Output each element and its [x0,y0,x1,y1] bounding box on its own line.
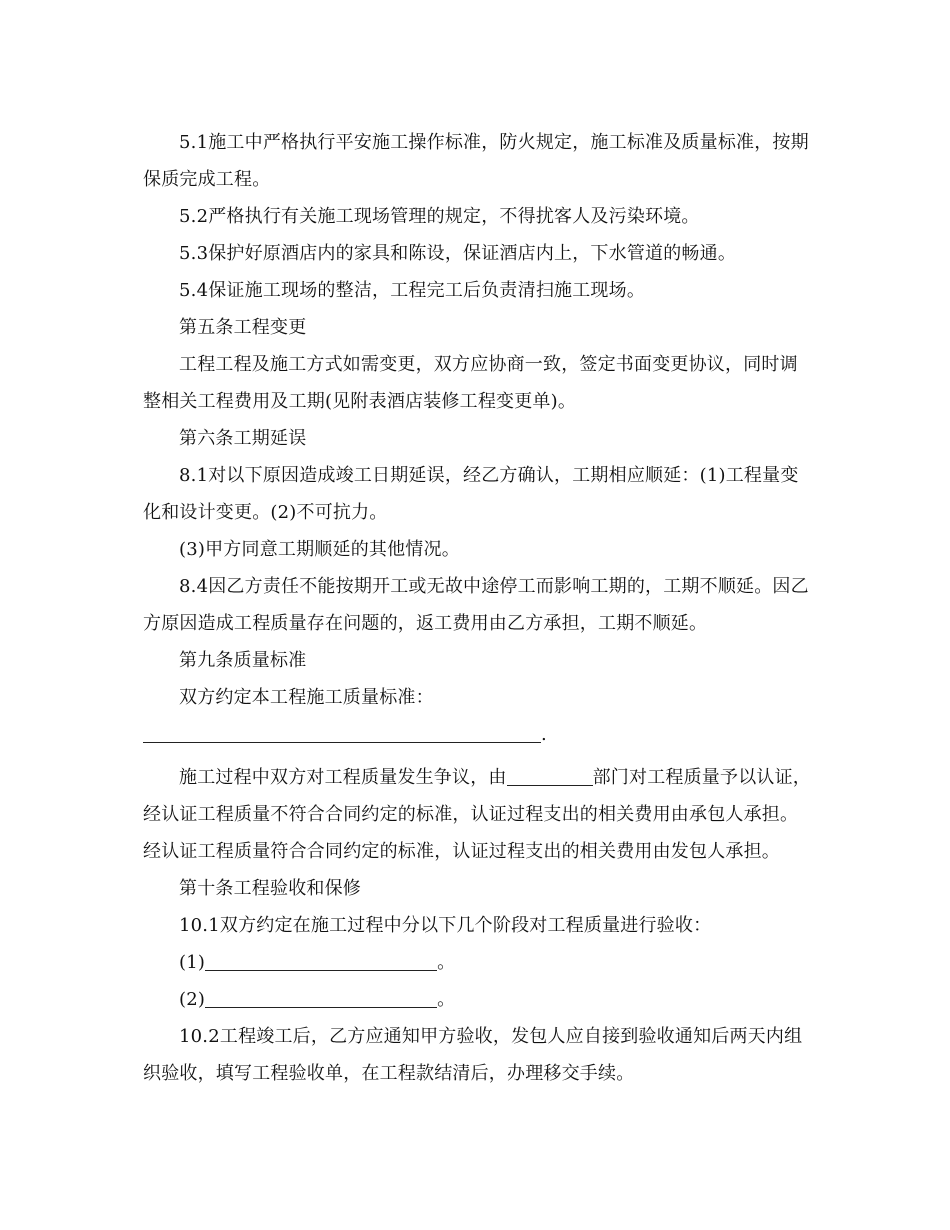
stage-1-label: (1) [179,952,206,973]
stage-1-blank [205,952,437,971]
stage-2-label: (2) [179,989,206,1010]
clause-5-4: 5.4保证施工现场的整洁，工程完工后负责清扫施工现场。 [179,280,646,301]
quality-standard-blank-end: . [541,724,547,745]
quality-dispute-clause [143,759,813,870]
acceptance-stage-1 [143,944,813,981]
quality-standard-intro: 双方约定本工程施工质量标准： [179,687,434,708]
heading-article-5: 第五条工程变更 [179,317,307,338]
clause-8-4: 8.4因乙方责任不能按期开工或无故中途停工而影响工期的，工期不顺延。因乙方原因造成工程质量存在问题的，返工费用由乙方承担，工期不顺延。 [143,576,809,634]
document-page [143,124,813,1092]
stage-1-end: 。 [437,952,456,973]
quality-standard-blank-line [143,716,813,753]
quality-dispute-post: 部门对工程质量予以认证，经认证工程质量不符合合同约定的标准，认证过程支出的相关费用由承包人承担。经认证工程质量符合合同约定的标准，认证过程支出的相关费用由发包人承担。 [143,767,812,862]
stage-2-blank [205,989,437,1008]
clause-10-2: 10.2工程竣工后，乙方应通知甲方验收，发包人应自接到验收通知后两天内组织验收，填写工程验收单，在工程款结清后，办理移交手续。 [143,1026,803,1084]
clause-5-3: 5.3保护好原酒店内的家具和陈设，保证酒店内上，下水管道的畅通。 [179,243,737,264]
quality-standard-blank [143,724,541,743]
article-5-body: 工程工程及施工方式如需变更，双方应协商一致，签定书面变更协议，同时调整相关工程费用及工期(见附表酒店装修工程变更单)。 [143,354,798,412]
certifying-department-blank [507,767,593,786]
heading-article-10: 第十条工程验收和保修 [179,878,361,899]
acceptance-stage-2 [143,981,813,1018]
heading-article-9: 第九条质量标准 [179,650,307,671]
clause-10-1: 10.1双方约定在施工过程中分以下几个阶段对工程质量进行验收： [179,915,712,936]
heading-article-6: 第六条工期延误 [179,428,307,449]
clause-8-1: 8.1对以下原因造成竣工日期延误，经乙方确认，工期相应顺延：(1)工程量变化和设计变更。(2)不可抗力。 [143,465,799,523]
clause-5-2: 5.2严格执行有关施工现场管理的规定，不得扰客人及污染环境。 [179,206,700,227]
clause-5-1: 5.1施工中严格执行平安施工操作标准，防火规定，施工标准及质量标准，按期保质完成工程。 [143,132,809,190]
clause-8-1-item-3: (3)甲方同意工期顺延的其他情况。 [179,539,460,560]
quality-dispute-pre: 施工过程中双方对工程质量发生争议，由 [179,767,507,788]
stage-2-end: 。 [437,989,456,1010]
